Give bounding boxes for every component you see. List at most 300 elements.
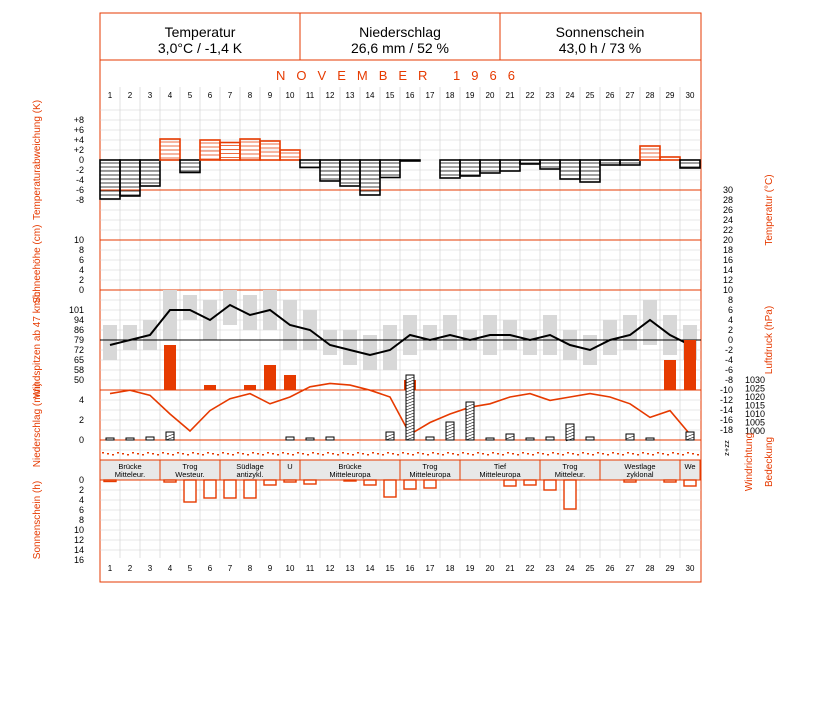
weather-type-line2: zyklonal <box>626 470 654 479</box>
axis-label-temperature: Temperatur (°C) <box>764 174 775 246</box>
chart-marks <box>69 91 765 573</box>
precip-bar <box>546 437 554 440</box>
temp-anomaly-bar <box>400 160 420 161</box>
weather-type-line2: Mitteleur. <box>554 470 586 479</box>
precip-bar <box>586 437 594 440</box>
weather-type-line1: Trog <box>422 462 438 471</box>
day-label-bottom: 16 <box>405 564 415 573</box>
temp-anomaly-tick: -6 <box>75 185 84 195</box>
sun-value: 43,0 h / 73 % <box>558 40 642 56</box>
temperature-tick: -14 <box>719 405 733 415</box>
sun-bar <box>264 480 276 485</box>
day-label-top: 21 <box>505 91 515 100</box>
wind-dir-dot <box>177 452 179 454</box>
weather-type-line1: Tief <box>493 462 507 471</box>
temp-anomaly-tick: +4 <box>73 135 84 145</box>
wind-dir-dot <box>212 453 214 455</box>
temp-anomaly-bar <box>140 160 160 186</box>
wind-gust-bar <box>264 365 276 390</box>
day-label-top: 5 <box>187 91 193 100</box>
wind-dir-dot <box>542 453 544 455</box>
wind-gust-bar <box>684 340 696 390</box>
sun-bar <box>684 480 696 486</box>
day-label-bottom: 29 <box>665 564 675 573</box>
sun-tick: 0 <box>78 475 84 485</box>
day-label-bottom: 12 <box>325 564 335 573</box>
precip-bar <box>146 437 154 440</box>
wind-dir-dot <box>217 454 219 456</box>
precip-title: Niederschlag <box>359 24 441 40</box>
axis-label-sun: Sonnenschein (h) <box>32 480 43 560</box>
day-label-top: 18 <box>445 91 455 100</box>
wind-dir-dot <box>467 453 469 455</box>
temperature-tick: -8 <box>724 375 733 385</box>
wind-dir-dot <box>502 454 504 456</box>
wind-dir-dot <box>262 454 264 456</box>
temperature-tick: 26 <box>722 205 733 215</box>
wind-tick: 79 <box>73 335 84 345</box>
wind-dir-dot <box>147 452 149 454</box>
sun-bar <box>304 480 316 484</box>
wind-dir-dot <box>342 452 344 454</box>
day-label-top: 28 <box>645 91 655 100</box>
wind-dir-dot <box>687 452 689 454</box>
wind-dir-dot <box>532 454 534 456</box>
temp-range-band <box>423 325 437 350</box>
precip-bar <box>526 438 534 440</box>
wind-dir-dot <box>377 453 379 455</box>
sun-tick: 14 <box>73 545 84 555</box>
temperature-tick: 16 <box>722 255 733 265</box>
wind-gust-bar <box>244 385 256 390</box>
wind-dir-dot <box>402 452 404 454</box>
weather-type-line1: Brücke <box>338 462 362 471</box>
sun-tick: 12 <box>73 535 84 545</box>
wind-dir-dot <box>557 453 559 455</box>
wind-dir-dot <box>647 453 649 455</box>
wind-dir-dot <box>232 454 234 456</box>
wind-dir-dot <box>322 454 324 456</box>
precip-bar <box>126 438 134 440</box>
temp-anomaly-bar <box>620 160 640 165</box>
wind-dir-dot <box>507 452 509 454</box>
day-label-top: 24 <box>565 91 575 100</box>
temp-range-band <box>443 315 457 350</box>
wind-dir-dot <box>142 454 144 456</box>
day-label-bottom: 28 <box>645 564 655 573</box>
sun-bar <box>664 480 676 482</box>
temp-range-band <box>123 325 137 350</box>
temp-anomaly-bar <box>100 160 120 199</box>
temp-range-band <box>103 325 117 360</box>
temp-anomaly-bar <box>500 160 520 171</box>
wind-gust-bar <box>204 385 216 390</box>
temperature-tick: 24 <box>722 215 733 225</box>
temp-anomaly-tick: -4 <box>75 175 84 185</box>
day-label-bottom: 14 <box>365 564 375 573</box>
temperature-tick: 18 <box>722 245 733 255</box>
precip-bar <box>326 437 334 440</box>
day-label-bottom: 23 <box>545 564 555 573</box>
pressure-tick: 1005 <box>744 417 765 428</box>
wind-dir-dot <box>442 454 444 456</box>
day-label-top: 8 <box>247 91 253 100</box>
day-label-bottom: 20 <box>485 564 495 573</box>
day-label-bottom: 27 <box>625 564 635 573</box>
temperature-tick: 14 <box>722 265 733 275</box>
wind-dir-dot <box>602 453 604 455</box>
header-box <box>100 13 701 60</box>
temp-anomaly-bar <box>300 160 320 168</box>
day-label-bottom: 7 <box>227 564 233 573</box>
axis-label-snow: Schneehöhe (cm) <box>32 224 43 304</box>
precip-bar <box>646 438 654 440</box>
sun-tick: 16 <box>73 555 84 565</box>
precip-tick: 4 <box>78 395 84 405</box>
temp-range-band <box>343 330 357 365</box>
temp-range-band <box>603 320 617 355</box>
weather-type-line2: antizykl. <box>236 470 264 479</box>
temperature-tick: -10 <box>719 385 733 395</box>
sun-bar <box>544 480 556 490</box>
wind-dir-dot <box>512 453 514 455</box>
temperature-tick: -4 <box>724 355 733 365</box>
weather-type-line1: Brücke <box>118 462 142 471</box>
day-label-top: 4 <box>167 91 173 100</box>
day-label-bottom: 10 <box>285 564 295 573</box>
temp-anomaly-bar <box>540 160 560 169</box>
temp-anomaly-bar <box>340 160 360 186</box>
weather-type-line1: We <box>684 462 696 471</box>
wind-tick: 72 <box>73 345 84 355</box>
day-label-top: 17 <box>425 91 435 100</box>
wind-dir-dot <box>132 452 134 454</box>
wind-dir-dot <box>207 452 209 454</box>
sun-bar <box>564 480 576 509</box>
day-label-bottom: 5 <box>187 564 193 573</box>
temp-anomaly-bar <box>460 160 480 176</box>
wind-dir-dot <box>347 453 349 455</box>
wind-dir-dot <box>297 452 299 454</box>
wind-dir-dot <box>462 452 464 454</box>
wind-dir-dot <box>292 454 294 456</box>
wind-dir-dot <box>222 452 224 454</box>
wind-dir-dot <box>517 454 519 456</box>
temp-anomaly-tick: 0 <box>78 155 84 165</box>
wind-dir-dot <box>382 454 384 456</box>
wind-dir-dot <box>577 454 579 456</box>
wind-dir-dot <box>107 453 109 455</box>
pressure-tick: 1015 <box>744 400 765 411</box>
wind-dir-dot <box>332 453 334 455</box>
wind-dir-dot <box>392 453 394 455</box>
day-label-top: 13 <box>345 91 355 100</box>
temperature-tick: -12 <box>719 395 733 405</box>
day-label-top: 2 <box>127 91 133 100</box>
sun-tick: 10 <box>73 525 84 535</box>
temp-anomaly-bar <box>520 160 540 164</box>
wind-dir-dot <box>417 452 419 454</box>
precip-value: 26,6 mm / 52 % <box>350 40 450 56</box>
wind-dir-dot <box>407 453 409 455</box>
wind-dir-dot <box>422 453 424 455</box>
axis-label-precip: Niederschlag (mm) <box>32 382 43 468</box>
wind-dir-dot <box>552 452 554 454</box>
day-label-bottom: 6 <box>207 564 213 573</box>
wind-dir-dot <box>587 453 589 455</box>
wind-dir-dot <box>357 452 359 454</box>
day-label-bottom: 3 <box>147 564 153 573</box>
sun-bar <box>504 480 516 486</box>
day-label-top: 27 <box>625 91 635 100</box>
day-label-top: 23 <box>545 91 555 100</box>
wind-dir-dot <box>187 454 189 456</box>
wind-dir-dot <box>367 454 369 456</box>
wind-dir-dot <box>197 453 199 455</box>
wind-dir-dot <box>492 452 494 454</box>
temp-anomaly-bar <box>660 157 680 160</box>
wind-dir-dot <box>352 454 354 456</box>
wind-dir-dot <box>237 452 239 454</box>
day-label-top: 15 <box>385 91 395 100</box>
wind-dir-dot <box>182 453 184 455</box>
wind-dir-dot <box>192 452 194 454</box>
sun-bar <box>224 480 236 498</box>
day-label-top: 19 <box>465 91 475 100</box>
day-label-top: 30 <box>685 91 695 100</box>
sun-bar <box>284 480 296 482</box>
temperature-tick: 8 <box>727 295 733 305</box>
weather-type-line1: Trog <box>182 462 198 471</box>
wind-dir-dot <box>432 452 434 454</box>
temperature-tick: 12 <box>722 275 733 285</box>
wind-dir-dot <box>172 454 174 456</box>
month-title: NOVEMBER 1966 <box>276 68 526 83</box>
wind-dir-dot <box>497 453 499 455</box>
day-label-top: 10 <box>285 91 295 100</box>
wind-dir-dot <box>412 454 414 456</box>
day-label-top: 29 <box>665 91 675 100</box>
wind-dir-dot <box>427 454 429 456</box>
day-label-top: 12 <box>325 91 335 100</box>
day-label-top: 16 <box>405 91 415 100</box>
snow-tick: 2 <box>78 275 84 285</box>
day-label-bottom: 22 <box>525 564 535 573</box>
temp-anomaly-tick: -2 <box>75 165 84 175</box>
wind-tick: 58 <box>73 365 84 375</box>
temp-anomaly-tick: -8 <box>75 195 84 205</box>
day-label-top: 11 <box>305 91 315 100</box>
axis-label-wind-dir: Windrichtung <box>744 432 755 492</box>
wind-dir-dot <box>252 452 254 454</box>
day-label-bottom: 21 <box>505 564 515 573</box>
wind-gust-bar <box>284 375 296 390</box>
day-label-bottom: 15 <box>385 564 395 573</box>
snow-tick: 4 <box>78 265 84 275</box>
axis-label-pressure: Luftdruck (hPa) <box>764 305 775 375</box>
wind-dir-dot <box>657 452 659 454</box>
weather-type-line2: Mitteleur. <box>114 470 146 479</box>
precip-bar <box>506 434 514 440</box>
weather-type-line1: Südlage <box>236 462 264 471</box>
precip-bar <box>426 437 434 440</box>
wind-dir-dot <box>152 453 154 455</box>
sun-bar <box>624 480 636 482</box>
weather-type-line2: Mitteleuropa <box>479 470 521 479</box>
wind-dir-dot <box>337 454 339 456</box>
temp-range-band <box>523 330 537 355</box>
precip-tick: 2 <box>78 415 84 425</box>
day-label-bottom: 18 <box>445 564 455 573</box>
temperature-tick: 20 <box>722 235 733 245</box>
wind-dir-dot <box>477 452 479 454</box>
weather-type-line2: Westeur. <box>175 470 205 479</box>
sun-tick: 2 <box>78 485 84 495</box>
sun-tick: 6 <box>78 505 84 515</box>
precip-bar <box>286 437 294 440</box>
temperature-tick: -6 <box>724 365 733 375</box>
sun-bar <box>384 480 396 497</box>
day-label-bottom: 19 <box>465 564 475 573</box>
sun-bar <box>404 480 416 489</box>
wind-dir-dot <box>607 454 609 456</box>
day-label-top: 7 <box>227 91 233 100</box>
wind-dir-dot <box>202 454 204 456</box>
sun-bar <box>184 480 196 502</box>
sun-bar <box>424 480 436 488</box>
day-label-bottom: 4 <box>167 564 173 573</box>
day-label-top: 6 <box>207 91 213 100</box>
wind-dir-dot <box>457 454 459 456</box>
temperature-tick: 4 <box>727 315 733 325</box>
wind-gust-bar <box>664 360 676 390</box>
weather-type-line2: Mitteleuropa <box>409 470 451 479</box>
day-label-top: 1 <box>107 91 113 100</box>
temperature-tick: 30 <box>722 185 733 195</box>
wind-tick: 94 <box>73 315 84 325</box>
wind-dir-dot <box>652 454 654 456</box>
wind-dir-dot <box>522 452 524 454</box>
precip-tick: 0 <box>78 435 84 445</box>
day-label-bottom: 11 <box>305 564 315 573</box>
weather-type-line1: Trog <box>562 462 578 471</box>
precip-bar <box>626 434 634 440</box>
pressure-tick: 1030 <box>744 375 765 385</box>
wind-dir-dot <box>242 453 244 455</box>
wind-dir-dot <box>582 452 584 454</box>
wind-dir-dot <box>102 452 104 454</box>
pressure-tick: 1020 <box>744 392 765 402</box>
day-label-bottom: 26 <box>605 564 615 573</box>
wind-dir-dot <box>307 454 309 456</box>
sun-bar <box>364 480 376 485</box>
wind-dir-dot <box>567 452 569 454</box>
wind-dir-dot <box>572 453 574 455</box>
temperature-tick: 22 <box>722 225 733 235</box>
wind-dir-dot <box>437 453 439 455</box>
temperature-tick: 0 <box>727 335 733 345</box>
wind-gust-bar <box>164 345 176 390</box>
wind-dir-dot <box>562 454 564 456</box>
sun-title: Sonnenschein <box>555 24 645 40</box>
wind-tick: 65 <box>73 355 84 365</box>
wind-dir-dot <box>627 452 629 454</box>
sun-bar <box>524 480 536 485</box>
wind-dir-dot <box>682 454 684 456</box>
wind-dir-dot <box>137 453 139 455</box>
sun-bar <box>204 480 216 498</box>
day-label-bottom: 1 <box>107 564 113 573</box>
precip-bar <box>106 438 114 440</box>
temp-anomaly-tick: +6 <box>73 125 84 135</box>
pressure-tick: 1010 <box>744 409 765 419</box>
day-label-bottom: 24 <box>565 564 575 573</box>
wind-dir-dot <box>642 452 644 454</box>
day-label-top: 9 <box>267 91 273 100</box>
snow-tick: 6 <box>78 255 84 265</box>
temperature-tick: 2 <box>727 325 733 335</box>
wind-dir-dot <box>527 453 529 455</box>
wind-dir-dot <box>622 454 624 456</box>
wind-dir-dot <box>112 454 114 456</box>
temperature-tick: 6 <box>727 305 733 315</box>
day-label-bottom: 30 <box>685 564 695 573</box>
wind-dir-dot <box>162 452 164 454</box>
wind-dir-dot <box>372 452 374 454</box>
axis-label-wind: Windspitzen ab 47 km/h <box>32 291 43 399</box>
temp-anomaly-bar <box>280 150 300 160</box>
wind-tick: 101 <box>68 305 84 315</box>
snow-tick: 10 <box>73 235 84 245</box>
wind-dir-dot <box>122 453 124 455</box>
wind-dir-dot <box>472 454 474 456</box>
wind-dir-dot <box>637 454 639 456</box>
wind-dir-dot <box>482 453 484 455</box>
pressure-tick: 1025 <box>744 383 765 394</box>
wind-dir-dot <box>672 452 674 454</box>
wind-dir-dot <box>547 454 549 456</box>
wind-dir-dot <box>327 452 329 454</box>
wind-dir-dot <box>617 453 619 455</box>
day-label-bottom: 17 <box>425 564 435 573</box>
wind-dir-dot <box>662 453 664 455</box>
axis-label-temp-anomaly: Temperaturabweichung (K) <box>32 99 43 221</box>
day-label-bottom: 9 <box>267 564 273 573</box>
day-label-top: 25 <box>585 91 595 100</box>
wind-dir-dot <box>267 452 269 454</box>
wind-dir-dot <box>692 453 694 455</box>
wind-dir-dot <box>632 453 634 455</box>
wind-dir-dot <box>537 452 539 454</box>
temp-value: 3,0°C / -1,4 K <box>157 40 243 56</box>
wind-dir-dot <box>302 453 304 455</box>
sun-bar <box>244 480 256 498</box>
temp-anomaly-bar <box>600 160 620 165</box>
wind-dir-dot <box>157 454 159 456</box>
wind-dir-dot <box>287 453 289 455</box>
wind-dir-dot <box>317 453 319 455</box>
wind-dir-dot <box>312 452 314 454</box>
snow-tick: 8 <box>78 245 84 255</box>
sun-bar <box>164 480 176 482</box>
wind-dir-dot <box>397 454 399 456</box>
wind-dir-dot <box>277 454 279 456</box>
temperature-tick: -2 <box>724 345 733 355</box>
wind-dir-dot <box>487 454 489 456</box>
wind-dir-dot <box>167 453 169 455</box>
day-label-top: 14 <box>365 91 375 100</box>
wind-dir-dot <box>257 453 259 455</box>
